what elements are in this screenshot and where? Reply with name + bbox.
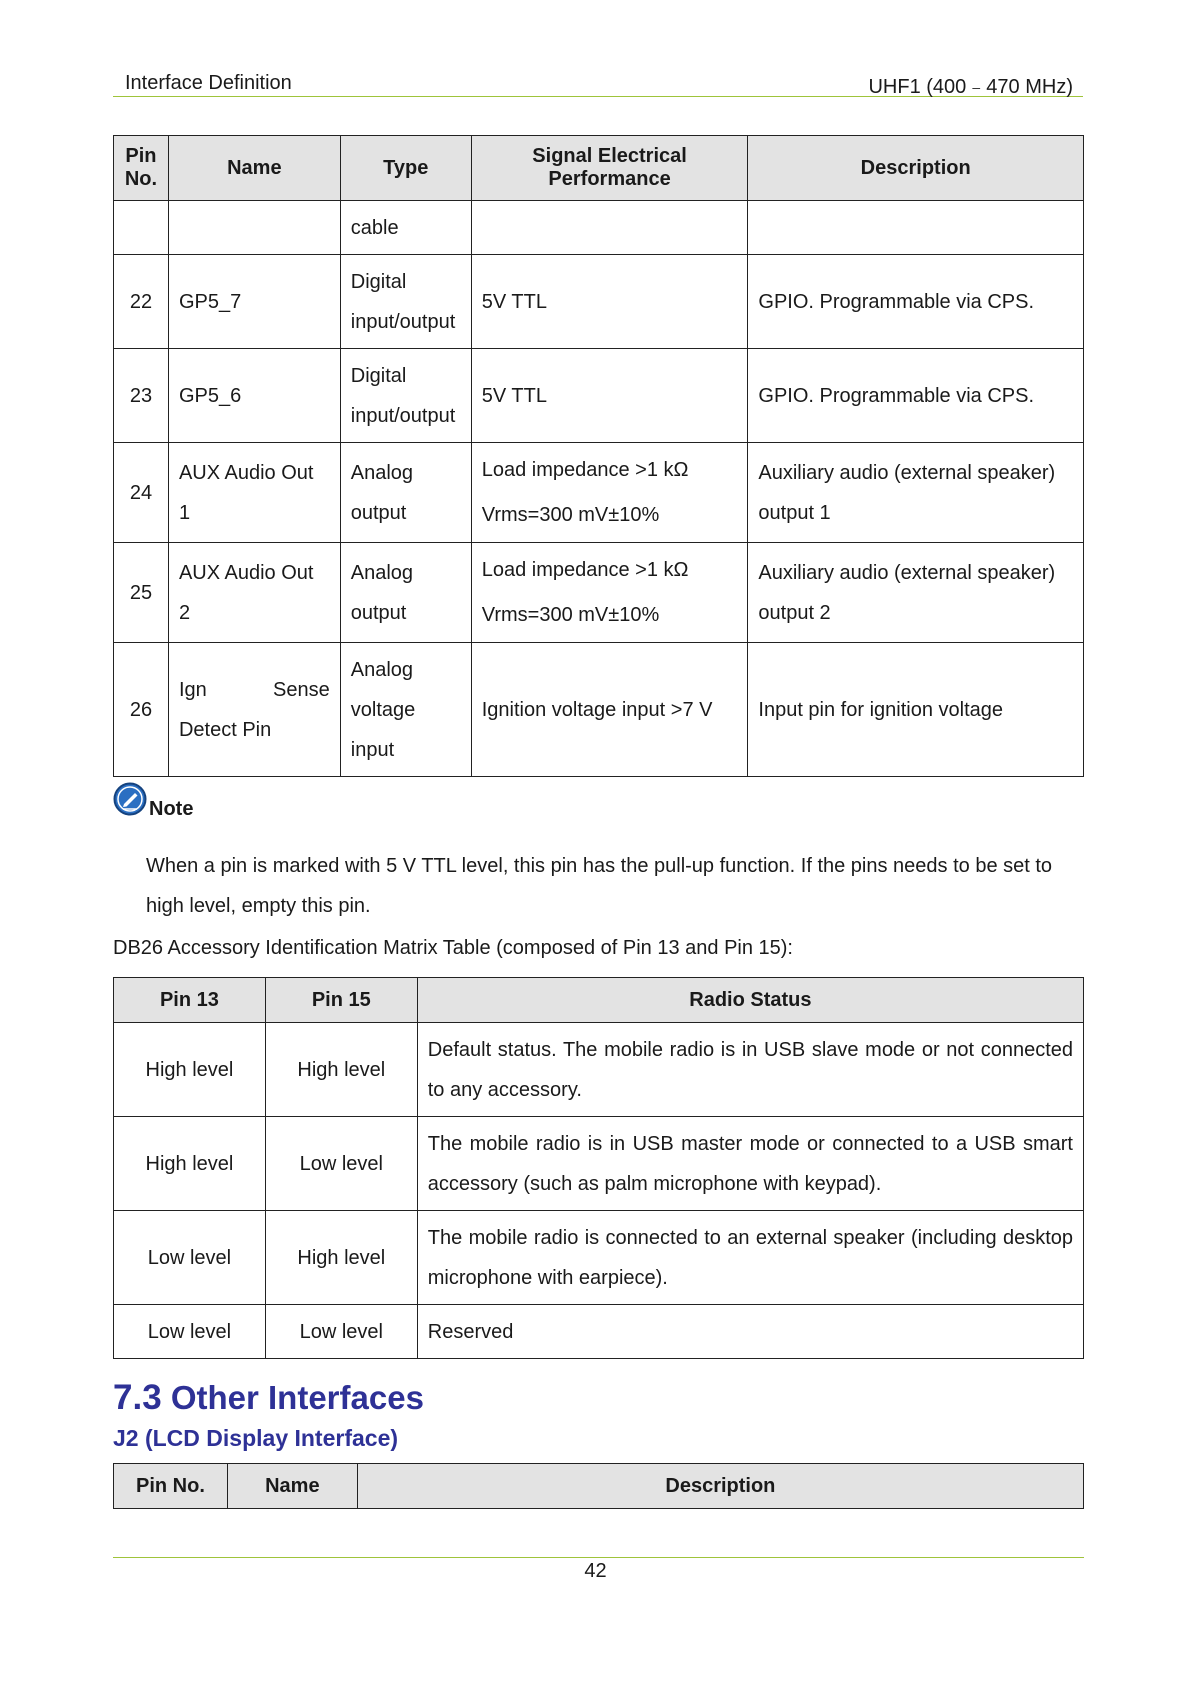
desc-cell: Auxiliary audio (external speaker) output 2 [748, 543, 1084, 643]
header-name: Name [168, 136, 340, 201]
section-number: 7.3 [113, 1378, 162, 1417]
header-pin-no: Pin No. [114, 1464, 228, 1509]
table-header-row [114, 136, 1084, 201]
header-pin15: Pin 15 [265, 978, 417, 1023]
desc-cell: GPIO. Programmable via CPS. [748, 349, 1084, 443]
header-signal: Signal Electrical Performance [471, 136, 748, 201]
type-cell: Analog voltage input [340, 643, 471, 777]
pin-cell: 26 [114, 643, 169, 777]
pin13-cell: Low level [114, 1211, 266, 1305]
header-radio-status: Radio Status [417, 978, 1083, 1023]
accessory-matrix-table [113, 977, 1084, 1359]
matrix-caption: DB26 Accessory Identification Matrix Table (composed of Pin 13 and Pin 15): [113, 937, 793, 959]
note-text: When a pin is marked with 5 V TTL level, this pin has the pull-up function. If the pins needs to be set to high level, empty this pin. [146, 855, 1053, 917]
name-cell: GP5_6 [168, 349, 340, 443]
header-name: Name [227, 1464, 357, 1509]
name-cell [168, 201, 340, 255]
table-header-row [114, 1464, 1084, 1509]
lcd-interface-table [113, 1463, 1084, 1509]
pin-definition-table [113, 135, 1084, 777]
note-label: Note [149, 798, 194, 820]
header-type: Type [340, 136, 471, 201]
pin13-cell: Low level [114, 1305, 266, 1359]
name-cell: AUX Audio Out 2 [168, 543, 340, 643]
pin-cell: 24 [114, 443, 169, 543]
signal-cell: Ignition voltage input >7 V [471, 643, 748, 777]
table-row [114, 201, 1084, 255]
table-row [114, 543, 1084, 643]
table-row [114, 1117, 1084, 1211]
footer-divider [113, 1557, 1084, 1558]
desc-cell: Input pin for ignition voltage [748, 643, 1084, 777]
pin15-cell: High level [265, 1023, 417, 1117]
pin-cell: 22 [114, 255, 169, 349]
header-model-band: UHF1 (400﹣470 MHz) [868, 76, 1073, 98]
pin13-cell: High level [114, 1117, 266, 1211]
status-cell: Reserved [417, 1305, 1083, 1359]
page-number: 42 [584, 1560, 607, 1582]
signal-cell: Load impedance >1 kΩ Vrms=300 mV±10% [471, 443, 748, 543]
pin15-cell: High level [265, 1211, 417, 1305]
page-header [113, 70, 1083, 97]
table-row [114, 1305, 1084, 1359]
pin15-cell: Low level [265, 1117, 417, 1211]
pin-cell: 23 [114, 349, 169, 443]
table-row [114, 349, 1084, 443]
note-pencil-icon [113, 782, 147, 816]
type-cell: cable [340, 201, 471, 255]
desc-cell: GPIO. Programmable via CPS. [748, 255, 1084, 349]
type-cell: Analog output [340, 543, 471, 643]
header-section-title: Interface Definition [125, 72, 292, 94]
signal-cell: 5V TTL [471, 255, 748, 349]
pin-cell: 25 [114, 543, 169, 643]
table-row [114, 1023, 1084, 1117]
signal-cell: Load impedance >1 kΩ Vrms=300 mV±10% [471, 543, 748, 643]
status-cell: The mobile radio is connected to an external speaker (including desktop microphone with earpiece). [417, 1211, 1083, 1305]
name-cell: GP5_7 [168, 255, 340, 349]
table-row [114, 643, 1084, 777]
table-row [114, 1211, 1084, 1305]
pin-cell [114, 201, 169, 255]
table-row [114, 255, 1084, 349]
desc-cell: Auxiliary audio (external speaker) output 1 [748, 443, 1084, 543]
header-pin-no: Pin No. [114, 136, 169, 201]
table-row [114, 443, 1084, 543]
header-pin13: Pin 13 [114, 978, 266, 1023]
subsection-heading: J2 (LCD Display Interface) [113, 1425, 399, 1451]
table-header-row [114, 978, 1084, 1023]
pin15-cell: Low level [265, 1305, 417, 1359]
status-cell: The mobile radio is in USB master mode or connected to a USB smart accessory (such as palm microphone with keypad). [417, 1117, 1083, 1211]
signal-cell: 5V TTL [471, 349, 748, 443]
header-description: Description [357, 1464, 1083, 1509]
type-cell: Digital input/output [340, 255, 471, 349]
name-cell: AUX Audio Out 1 [168, 443, 340, 543]
type-cell: Analog output [340, 443, 471, 543]
section-title: Other Interfaces [170, 1379, 424, 1416]
header-description: Description [748, 136, 1084, 201]
section-heading [113, 1378, 424, 1418]
name-cell: Ign Sense Detect Pin [168, 643, 340, 777]
type-cell: Digital input/output [340, 349, 471, 443]
signal-cell [471, 201, 748, 255]
desc-cell [748, 201, 1084, 255]
status-cell: Default status. The mobile radio is in USB slave mode or not connected to any accessory. [417, 1023, 1083, 1117]
pin13-cell: High level [114, 1023, 266, 1117]
